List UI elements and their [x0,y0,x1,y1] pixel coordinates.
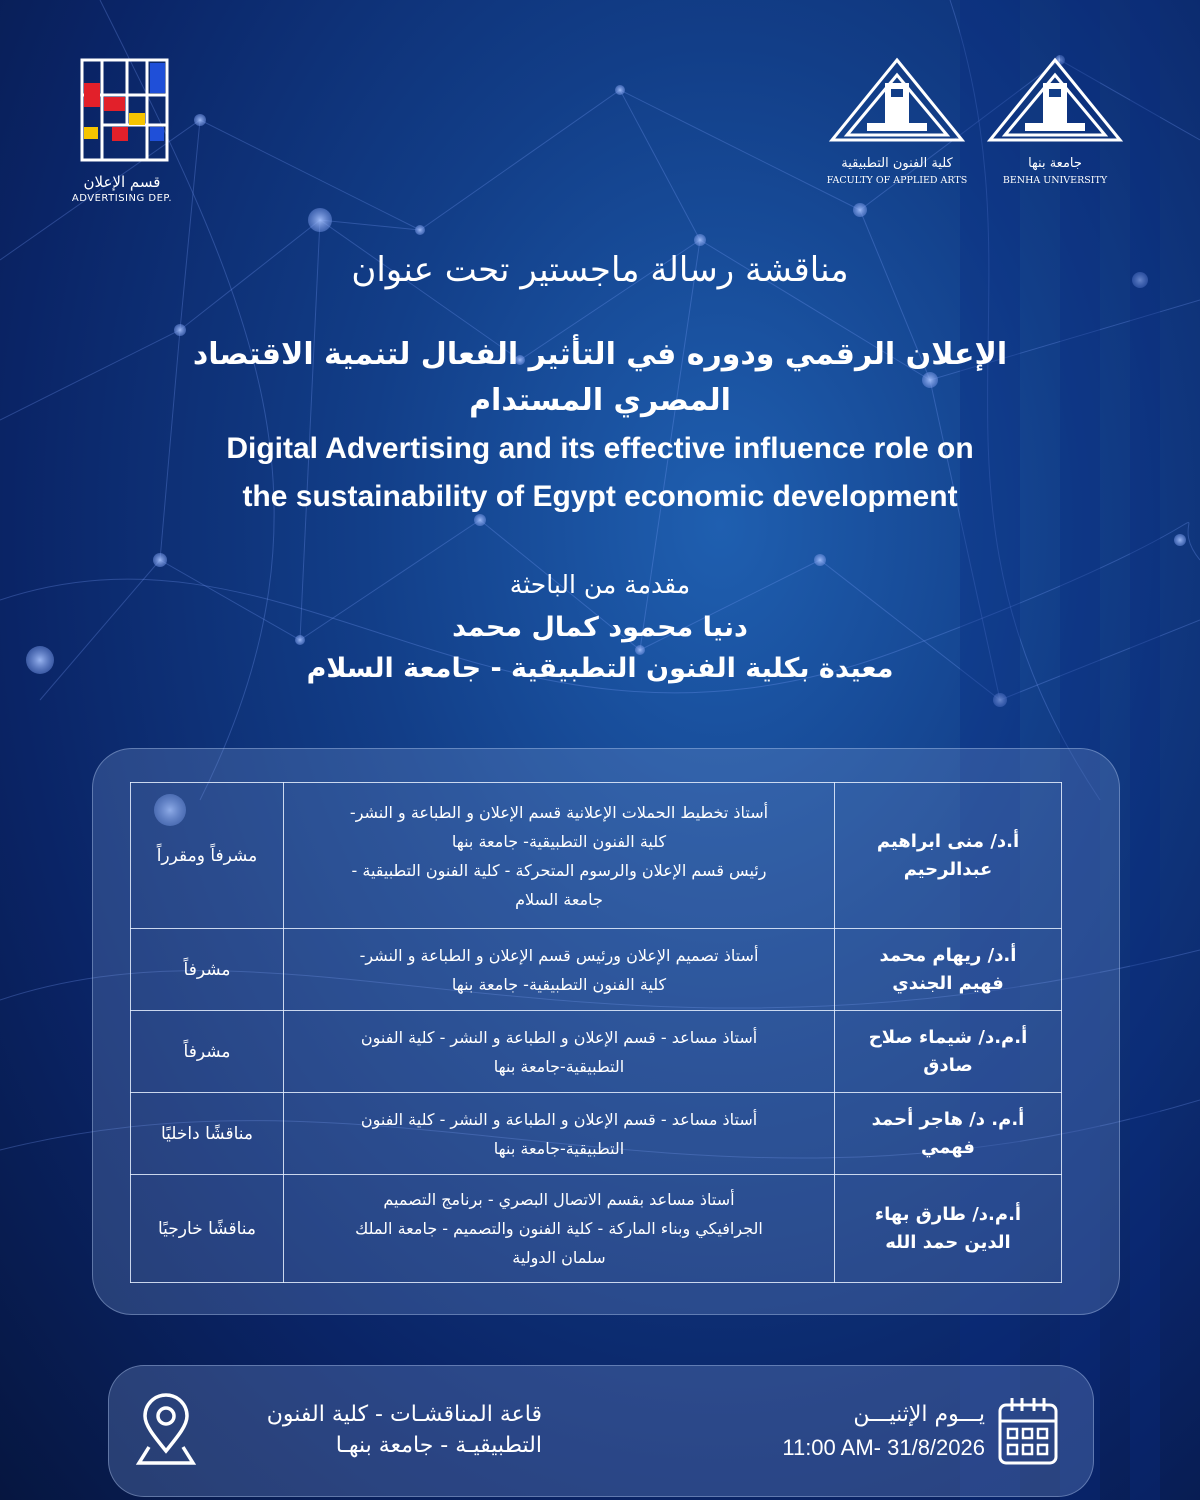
advertising-dep-logo [62,55,182,204]
member-description-line: أستاذ مساعد بقسم الاتصال البصري - برنامج التصميم [383,1190,735,1209]
member-role: مناقشًا خارجيًا [131,1175,284,1283]
event-date [782,1402,985,1461]
thesis-title-en [0,425,1200,521]
table-row [131,929,1062,1011]
member-role: مناقشًا داخليًا [131,1093,284,1175]
advertising-dep-name-en: ADVERTISING DEP. [71,193,173,204]
faculty-logo [822,55,972,186]
member-description-line: أستاذ مساعد - قسم الإعلان و الطباعة و النشر - كلية الفنون [360,1027,758,1047]
member-description [284,1011,835,1093]
member-name [835,1175,1062,1283]
table-row [131,783,1062,929]
advertising-dep-name-ar: قسم الإعلان [83,173,161,191]
university-logo [980,55,1130,186]
calendar-icon [996,1395,1060,1467]
event-datetime: 11:00 AM- 31/8/2026 [782,1435,985,1460]
member-name [835,929,1062,1011]
thesis-title-en-line1: Digital Advertising and its effective influence role on [226,432,974,465]
university-name-ar: جامعة بنها [1028,156,1082,171]
member-role: مشرفاً [131,1011,284,1093]
member-name-line: فهيم الجندي [892,972,1004,994]
member-role: مشرفاً ومقرراً [131,783,284,929]
university-emblem-icon [985,55,1125,150]
researcher-name: دنيا محمود كمال محمد [452,612,748,643]
member-name-line: عبدالرحيم [903,858,993,880]
member-description-line: التطبيقية-جامعة بنها [493,1056,625,1076]
member-name [835,783,1062,929]
member-description-line: أستاذ تخطيط الحملات الإعلانية قسم الإعلان و الطباعة و النشر- [349,802,769,822]
member-name [835,1093,1062,1175]
member-role: مشرفاً [131,929,284,1011]
thesis-title-en-line2: the sustainability of Egypt economic development [242,480,958,513]
member-description-line: جامعة السلام [515,889,603,909]
researcher-position: معيدة بكلية الفنون التطبيقية - جامعة السلام [306,653,894,684]
member-name-line: أ.م.د/ شيماء صلاح [868,1026,1028,1048]
event-location-line2: التطبيقيـة - جامعة بنهـا [335,1433,542,1458]
presented-by-label: مقدمة من الباحثة [509,570,691,599]
committee-table [130,782,1062,1283]
event-day: يـــوم الإثنيـــن [853,1402,985,1427]
member-name [835,1011,1062,1093]
member-description-line: كلية الفنون التطبيقية- جامعة بنها [451,974,667,994]
table-row [131,1011,1062,1093]
member-description [284,1175,835,1283]
thesis-title-ar-line1: الإعلان الرقمي ودوره في التأثير الفعال لتنمية الاقتصاد [192,337,1008,372]
table-row [131,1093,1062,1175]
faculty-emblem-icon [827,55,967,150]
member-description-line: أستاذ مساعد - قسم الإعلان و الطباعة و النشر - كلية الفنون [360,1109,758,1129]
member-name-line: أ.م. د/ هاجر أحمد [871,1108,1025,1130]
event-location-line1: قاعة المناقشـات - كلية الفنون [266,1402,542,1427]
table-row [131,1175,1062,1283]
faculty-name-en: FACULTY OF APPLIED ARTS [826,175,968,186]
event-location [202,1402,542,1458]
member-name-line: أ.د/ ريهام محمد [879,944,1017,966]
thesis-title-ar-line2: المصري المستدام [469,383,731,418]
member-name-line: أ.م.د/ طارق بهاء [874,1203,1022,1225]
member-description-line: رئيس قسم الإعلان والرسوم المتحركة - كلية الفنون التطبيقية - [351,860,767,880]
advertising-dep-logo-mark [72,55,172,165]
member-name-line: فهمي [921,1136,975,1158]
member-name-line: الدين حمد الله [885,1231,1011,1253]
member-description-line: أستاذ تصميم الإعلان ورئيس قسم الإعلان و الطباعة و النشر- [359,945,759,965]
faculty-name-ar: كلية الفنون التطبيقية [841,156,953,171]
member-name-line: صادق [923,1054,973,1076]
intro-heading: مناقشة رسالة ماجستير تحت عنوان [351,250,849,290]
member-name-line: أ.د/ منى ابراهيم [876,830,1020,852]
member-description [284,783,835,929]
location-pin-icon [135,1393,197,1469]
member-description-line: التطبيقية-جامعة بنها [493,1138,625,1158]
member-description-line: الجرافيكي وبناء الماركة - كلية الفنون والتصميم - جامعة الملك [355,1219,763,1238]
member-description [284,929,835,1011]
member-description-line: سلمان الدولية [512,1248,606,1267]
member-description [284,1093,835,1175]
member-description-line: كلية الفنون التطبيقية- جامعة بنها [451,831,667,851]
thesis-title-ar [0,332,1200,424]
university-name-en: BENHA UNIVERSITY [1002,175,1108,186]
